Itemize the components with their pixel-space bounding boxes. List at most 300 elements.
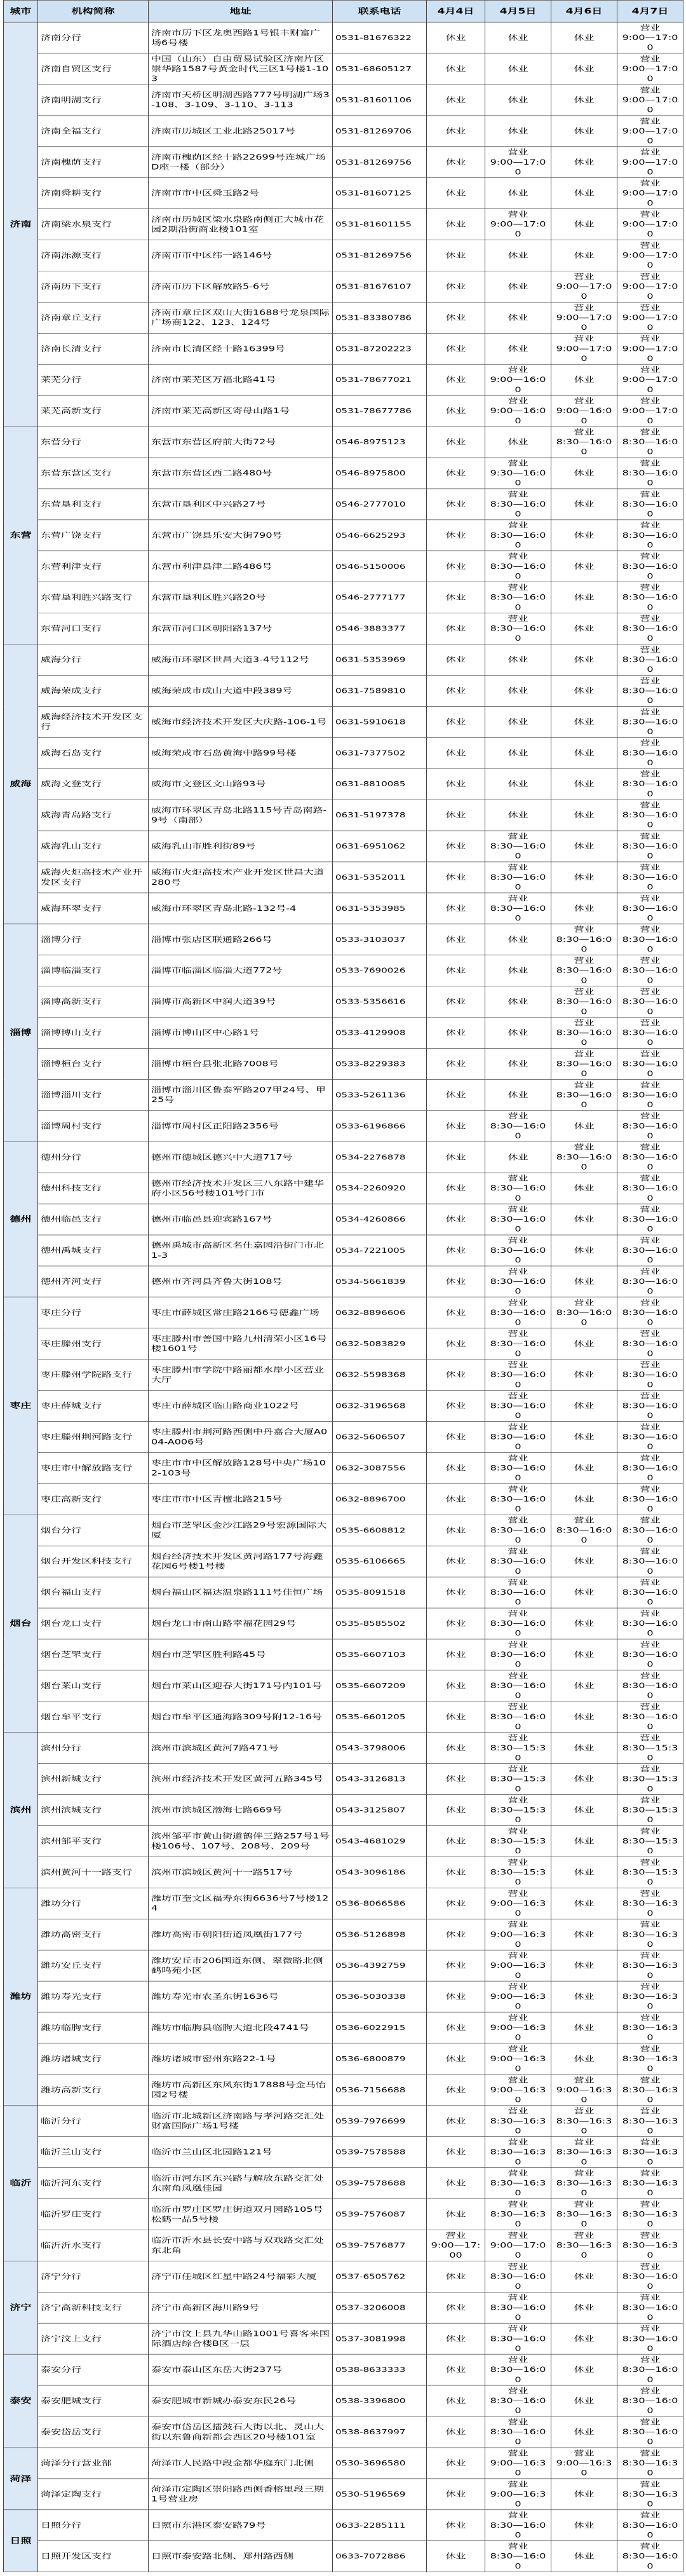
hours-text: 8:30—16:00 [490,1619,546,1638]
branch-name: 济南历下支行 [38,271,149,302]
status-d6 [551,1608,617,1639]
branch-phone: 0632-5598368 [333,1360,427,1391]
status-text: 营业 [640,1391,661,1400]
status-text: 营业 [508,2075,528,2085]
status-d4 [427,1888,485,1919]
status-text: 营业 [640,1236,661,1245]
branch-address: 临沂市河东区东兴路与解放东路交汇处东南角凤凰佳园 [149,2168,333,2199]
status-text: 营业 [574,987,595,996]
hours-text: 8:30—16:00 [622,873,678,892]
table-row [4,147,683,178]
status-text: 营业 [640,1578,661,1587]
status-d4 [427,271,485,302]
status-d5 [485,426,551,458]
table-row [4,271,683,302]
status-d7 [617,178,683,209]
status-text: 营业 [640,1080,661,1089]
table-row [4,85,683,116]
branch-phone: 0546-2777010 [333,489,427,520]
city-cell: 威海 [4,644,38,924]
branch-phone: 0631-5352011 [333,862,427,893]
status-text: 营业 [640,2511,661,2520]
table-row [4,1857,683,1888]
status-d4 [427,1328,485,1360]
branch-address: 德州禹城市高新区名仕嘉园沿街门市北1-3 [149,1235,333,1266]
city-cell: 菏泽 [4,2448,38,2510]
branch-address: 菏泽市人民路中段金都华庭东门北侧 [149,2448,333,2479]
status-d4 [427,2043,485,2075]
status-d5 [485,955,551,986]
hours-text: 8:30—16:00 [490,562,546,581]
hours-text: 8:30—16:00 [622,2552,678,2571]
status-d4 [427,1981,485,2012]
status-text: 休业 [508,997,528,1006]
branch-name: 潍坊寿光支行 [38,1981,149,2012]
status-text: 休业 [574,1463,595,1473]
status-text: 休业 [574,1681,595,1690]
hours-text: 8:30—16:00 [490,2552,546,2571]
status-text: 休业 [574,1992,595,2001]
table-row [4,2354,683,2385]
branch-address: 济南市历城区工业北路25017号 [149,116,333,147]
status-d4 [427,831,485,862]
status-text: 休业 [445,2116,466,2125]
status-text: 营业 [508,396,528,405]
status-d4 [427,2323,485,2354]
table-row [4,2416,683,2448]
status-text: 营业 [508,583,528,592]
hours-text: 9:00—17:00 [622,126,678,146]
branch-phone: 0543-4681029 [333,1826,427,1857]
status-text: 营业 [508,2044,528,2054]
status-d7 [617,2106,683,2137]
status-d4 [427,395,485,426]
branch-phone: 0546-3883377 [333,613,427,644]
status-text: 休业 [508,935,528,944]
status-text: 营业 [640,1640,661,1649]
status-text: 休业 [445,2179,466,2188]
status-d6 [551,1452,617,1483]
hours-text: 8:30—16:00 [490,2521,546,2540]
hours-text: 8:30—16:00 [622,810,678,829]
status-d4 [427,1670,485,1701]
header-branch: 机构简称 [38,0,149,22]
status-d7 [617,1452,683,1483]
branch-address: 临沂市沂水县长安中路与双戏路交汇处东北角 [149,2230,333,2261]
status-d6 [551,2230,617,2261]
status-text: 休业 [574,95,595,104]
branch-name: 枣庄高新支行 [38,1483,149,1515]
status-d6 [551,178,617,209]
status-d4 [427,1701,485,1733]
branch-phone: 0631-6951062 [333,831,427,862]
branch-address: 济南市天桥区明湖西路777号明湖广场3-108、3-109、3-110、3-113 [149,85,333,116]
status-d7 [617,1546,683,1577]
branch-phone: 0536-7156688 [333,2075,427,2106]
status-d5 [485,364,551,395]
status-text: 营业 [640,2479,661,2489]
status-d5 [485,2354,551,2385]
status-d4 [427,1110,485,1141]
status-d5 [485,1701,551,1733]
status-d4 [427,1018,485,1049]
branch-address: 临沂市罗庄区罗庄街道双月园路105号松鹤一品5号楼 [149,2199,333,2230]
status-text: 休业 [508,437,528,446]
status-d5 [485,22,551,53]
status-d4 [427,85,485,116]
hours-text: 8:30—16:00 [490,1650,546,1669]
branch-phone: 0533-7690026 [333,955,427,986]
status-text: 营业 [574,1080,595,1089]
status-d4 [427,147,485,178]
status-text: 营业 [508,2479,528,2489]
status-text: 营业 [640,458,661,468]
status-d4 [427,2199,485,2230]
status-d7 [617,2385,683,2416]
status-d5 [485,893,551,924]
status-d4 [427,644,485,676]
table-row [4,2075,683,2106]
status-d7 [617,2043,683,2075]
status-d6 [551,1546,617,1577]
branch-address: 东营市东营区西二路480号 [149,458,333,489]
hours-text: 9:00—16:30 [490,2085,546,2104]
status-text: 营业 [508,1360,528,1369]
status-d6 [551,271,617,302]
branch-address: 烟台市牟平区通海路309号附12-16号 [149,1701,333,1733]
status-text: 营业 [574,272,595,281]
status-d6 [551,1048,617,1079]
status-d7 [617,1764,683,1795]
status-text: 营业 [508,2386,528,2395]
status-d5 [485,644,551,676]
branch-address: 淄博市临淄区临淄大道772号 [149,955,333,986]
branch-name: 淄博高新支行 [38,986,149,1018]
status-text: 营业 [640,147,661,157]
hours-text: 8:30—15:30 [490,1805,546,1825]
branch-address: 济南市莱芜区万福北路41号 [149,364,333,395]
city-cell: 济南 [4,22,38,426]
status-text: 营业 [508,458,528,468]
status-d6 [551,1981,617,2012]
table-row [4,800,683,831]
hours-text: 9:00—16:30 [490,2490,546,2509]
status-text: 休业 [574,1401,595,1410]
branch-name: 济南槐荫支行 [38,147,149,178]
status-text: 休业 [574,842,595,850]
status-d4 [427,333,485,364]
table-row [4,1608,683,1639]
hours-text: 8:30—16:30 [556,2209,612,2229]
status-d4 [427,2106,485,2137]
city-cell: 潍坊 [4,1888,38,2105]
branch-phone: 0631-7377502 [333,737,427,768]
hours-text: 8:30—16:00 [622,2334,678,2353]
hours-text: 8:30—16:00 [622,966,678,985]
branch-address: 滨州邹平市黄山街道鹤伴三路257号1号楼106号、107号、208号、209号 [149,1826,333,1857]
status-text: 休业 [508,313,528,322]
status-d6 [551,1235,617,1266]
status-text: 休业 [445,1370,466,1379]
hours-text: 8:30—16:00 [490,1525,546,1544]
status-text: 营业 [508,1546,528,1556]
branch-phone: 0546-2777177 [333,582,427,613]
branch-name: 枣庄市中解放路支行 [38,1452,149,1483]
hours-text: 8:30—16:00 [622,2365,678,2384]
status-d6 [551,1266,617,1297]
branch-name: 滨州邹平支行 [38,1826,149,1857]
status-text: 休业 [445,2521,466,2530]
status-d5 [485,2168,551,2199]
table-row [4,2510,683,2541]
branch-address: 烟台市莱山区迎春大街171号内101号 [149,1670,333,1701]
status-text: 营业 [508,210,528,219]
status-d7 [617,644,683,676]
status-d5 [485,737,551,768]
status-text: 休业 [445,282,466,291]
header-city: 城市 [4,0,38,22]
branch-address: 菏泽市定陶区崇阳路西侧香榕里段三期1号营业房 [149,2479,333,2510]
hours-text: 8:30—16:00 [622,1463,678,1482]
branch-phone: 0632-5606507 [333,1422,427,1453]
table-row [4,862,683,893]
table-header [4,0,683,22]
status-d4 [427,2075,485,2106]
status-d7 [617,53,683,85]
branch-address: 烟台福山区福达温泉路111号佳恒广场 [149,1577,333,1608]
status-text: 营业 [508,2542,528,2551]
status-d6 [551,1297,617,1328]
status-text: 营业 [508,1920,528,1929]
hours-text: 8:30—16:00 [490,1494,546,1513]
branch-phone: 0534-7221005 [333,1235,427,1266]
branch-name: 淄博分行 [38,924,149,955]
table-body [4,22,683,2572]
table-row [4,2012,683,2043]
status-text: 休业 [445,1401,466,1410]
city-cell: 东营 [4,426,38,644]
branch-phone: 0539-7576877 [333,2230,427,2261]
status-d4 [427,2292,485,2323]
schedule-table [3,0,683,2572]
hours-text: 9:00—17:00 [431,2240,481,2259]
hours-text: 8:30—16:00 [622,686,678,705]
status-text: 营业 [640,210,661,219]
status-d4 [427,2479,485,2510]
status-text: 休业 [574,1650,595,1659]
table-row [4,458,683,489]
status-d4 [427,1950,485,1981]
branch-address: 滨州市经济技术开发区黄河五路345号 [149,1764,333,1795]
branch-phone: 0533-8229383 [333,1048,427,1079]
status-text: 休业 [574,2365,595,2375]
status-d5 [485,302,551,333]
branch-address: 中国（山东）自由贸易试验区济南片区崇华路1587号黄金时代三区1号楼1-103 [149,53,333,85]
status-text: 营业 [574,2169,595,2177]
status-d4 [427,706,485,737]
status-d6 [551,862,617,893]
status-d6 [551,1328,617,1360]
status-text: 休业 [508,95,528,104]
status-text: 营业 [508,1236,528,1245]
hours-text: 9:00—17:00 [490,158,546,177]
status-d4 [427,1795,485,1826]
branch-name: 济宁汶上支行 [38,2323,149,2354]
branch-phone: 0531-81607125 [333,178,427,209]
status-d5 [485,1919,551,1950]
status-text: 营业 [640,862,661,872]
status-text: 营业 [445,2231,466,2240]
status-d6 [551,2199,617,2230]
hours-text: 8:30—16:00 [490,1432,546,1451]
status-d7 [617,893,683,924]
hours-text: 8:30—16:00 [490,2334,546,2353]
status-d6 [551,1577,617,1608]
status-d4 [427,1048,485,1079]
city-cell: 德州 [4,1141,38,1297]
branch-phone: 0536-6800879 [333,2043,427,2075]
branch-address: 潍坊市临朐县临朐大道北段4741号 [149,2012,333,2043]
hours-text: 8:30—16:00 [622,1059,678,1078]
hours-text: 8:30—16:00 [556,1090,612,1109]
status-d4 [427,800,485,831]
status-d5 [485,1981,551,2012]
branch-phone: 0632-3087556 [333,1452,427,1483]
status-d7 [617,1173,683,1204]
status-d7 [617,489,683,520]
status-text: 营业 [640,1267,661,1276]
status-d4 [427,364,485,395]
status-d5 [485,271,551,302]
branch-name: 淄博淄川支行 [38,1079,149,1110]
status-text: 休业 [445,1930,466,1939]
branch-name: 济南明湖支行 [38,85,149,116]
status-d7 [617,1888,683,1919]
branch-name: 临沂沂水支行 [38,2230,149,2261]
status-d6 [551,613,617,644]
status-d6 [551,2354,617,2385]
status-d5 [485,240,551,271]
status-text: 休业 [445,95,466,104]
status-d4 [427,768,485,800]
status-text: 营业 [640,365,661,374]
status-d4 [427,613,485,644]
branch-phone: 0631-8810085 [333,768,427,800]
status-text: 休业 [445,1059,466,1068]
hours-text: 8:30—16:00 [490,1183,546,1203]
branch-name: 德州禹城支行 [38,1235,149,1266]
status-d7 [617,240,683,271]
status-d6 [551,1701,617,1733]
status-d7 [617,862,683,893]
branch-address: 日照市泰安路北侧、郑州路西侧 [149,2541,333,2572]
status-d7 [617,116,683,147]
branch-phone: 0539-7578688 [333,2168,427,2199]
status-text: 休业 [445,1775,466,1783]
status-text: 营业 [508,2511,528,2520]
status-d4 [427,2168,485,2199]
status-d7 [617,1483,683,1515]
status-d4 [427,2261,485,2292]
status-d5 [485,1826,551,1857]
status-d5 [485,1328,551,1360]
hours-text: 8:30—16:00 [490,2303,546,2322]
branch-phone: 0531-87202223 [333,333,427,364]
branch-phone: 0534-2260920 [333,1173,427,1204]
branch-address: 济南市莱芜高新区寄母山路1号 [149,395,333,426]
status-d7 [617,395,683,426]
branch-address: 济宁市任城区红星中路24号福彩大厦 [149,2261,333,2292]
branch-address: 泰安市泰山区东岳大街237号 [149,2354,333,2385]
status-d6 [551,1515,617,1546]
branch-phone: 0535-6106665 [333,1546,427,1577]
status-text: 营业 [508,831,528,841]
status-text: 休业 [574,1619,595,1628]
status-d4 [427,1141,485,1173]
branch-phone: 0543-3798006 [333,1733,427,1764]
status-text: 营业 [640,427,661,437]
branch-address: 泰安市岱岳区擂鼓石大街以北、灵山大街以东鲁商新都会西区20号楼101室 [149,2416,333,2448]
branch-phone: 0537-6505762 [333,2261,427,2292]
status-d7 [617,1141,683,1173]
branch-address: 烟台龙口市南山路幸福花园29号 [149,1608,333,1639]
table-row [4,2230,683,2261]
branch-name: 菏泽定陶支行 [38,2479,149,2510]
hours-text: 8:30—16:00 [490,1401,546,1421]
branch-phone: 0531-81601155 [333,209,427,240]
status-text: 休业 [508,250,528,260]
hours-text: 8:30—16:00 [622,1183,678,1203]
table-row [4,675,683,706]
status-d6 [551,2385,617,2416]
branch-address: 临沂市兰山区北园路121号 [149,2137,333,2168]
branch-name: 威海荣成支行 [38,675,149,706]
status-d5 [485,2416,551,2448]
hours-text: 8:30—16:00 [556,966,612,985]
hours-text: 8:30—16:00 [490,1308,546,1327]
status-d5 [485,53,551,85]
hours-text: 8:30—16:30 [622,2240,678,2259]
status-text: 休业 [445,468,466,477]
status-d7 [617,955,683,986]
hours-text: 9:00—17:00 [622,33,678,52]
status-text: 休业 [574,2396,595,2405]
status-text: 休业 [574,810,595,819]
branch-address: 枣庄市市中区解放路128号中央广场102-103号 [149,1452,333,1483]
branch-name: 潍坊高密支行 [38,1919,149,1950]
status-d6 [551,551,617,582]
hours-text: 9:00—17:00 [622,95,678,114]
status-d7 [617,1266,683,1297]
header-address: 地址 [149,0,333,22]
hours-text: 9:00—17:00 [490,2240,546,2259]
branch-name: 济南自贸区支行 [38,53,149,85]
status-text: 营业 [640,303,661,312]
hours-text: 8:30—16:00 [622,904,678,923]
status-text: 休业 [445,842,466,850]
status-d4 [427,1919,485,1950]
hours-text: 8:30—16:00 [622,842,678,861]
status-text: 营业 [574,396,595,405]
table-row [4,2043,683,2075]
status-d7 [617,831,683,862]
status-text: 休业 [574,2023,595,2032]
status-text: 休业 [445,1308,466,1317]
hours-text: 9:00—16:30 [490,2054,546,2073]
branch-name: 泰安分行 [38,2354,149,2385]
status-d6 [551,1422,617,1453]
status-text: 休业 [574,250,595,260]
